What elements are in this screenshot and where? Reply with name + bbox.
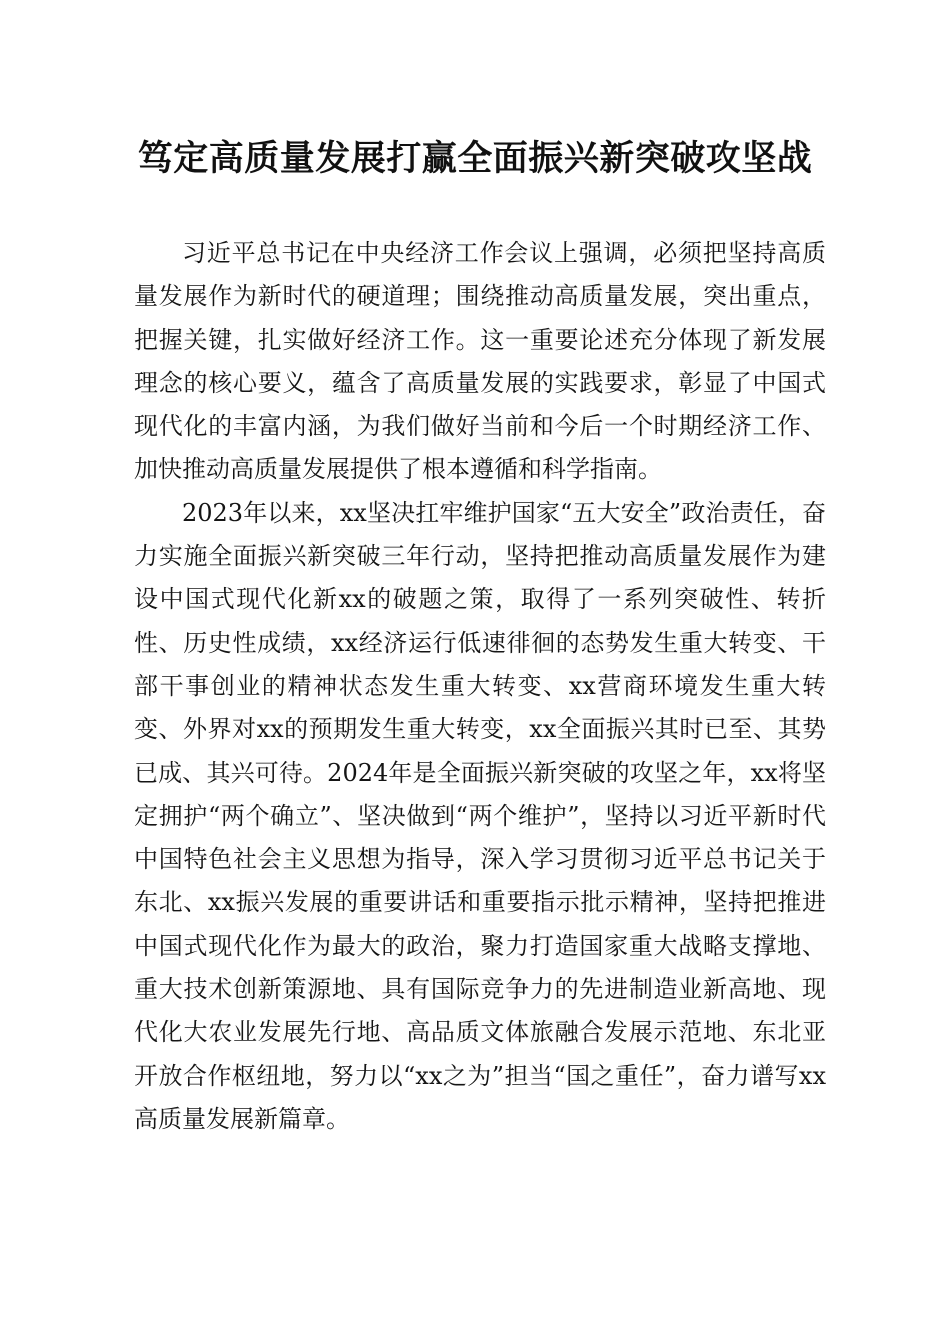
paragraph-1: 习近平总书记在中央经济工作会议上强调，必须把坚持高质量发展作为新时代的硬道理；围绕推动高质量发展，突出重点，把握关键，扎实做好经济工作。这一重要论述充分体现了新发展理念的核心要义，蕴含了高质量发展的实践要求，彰显了中国式现代化的丰富内涵，为我们做好当前和今后一个时期经济工作、加快推动高质量发展提供了根本遵循和科学指南。 — [134, 239, 826, 484]
document-body — [134, 232, 826, 1141]
paragraph-2: 2023年以来，xx坚决扛牢维护国家“五大安全”政治责任，奋力实施全面振兴新突破三年行动，坚持把推动高质量发展作为建设中国式现代化新xx的破题之策，取得了一系列突破性、转折性、历史性成绩，xx经济运行低速徘徊的态势发生重大转变、干部干事创业的精神状态发生重大转变、xx营商环境发生重大转变、外界对xx的预期发生重大转变，xx全面振兴其时已至、其势已成、其兴可待。2024年是全面振兴新突破的攻坚之年，xx将坚定拥护“两个确立”、坚决做到“两个维护”，坚持以习近平新时代中国特色社会主义思想为指导，深入学习贯彻习近平总书记关于东北、xx振兴发展的重要讲话和重要指示批示精神，坚持把推进中国式现代化作为最大的政治，聚力打造国家重大战略支撑地、重大技术创新策源地、具有国际竞争力的先进制造业新高地、现代化大农业发展先行地、高品质文体旅融合发展示范地、东北亚开放合作枢纽地，努力以“xx之为”担当“国之重任”，奋力谱写xx高质量发展新篇章。 — [134, 498, 826, 1133]
document-title: 笃定高质量发展打赢全面振兴新突破攻坚战 — [137, 138, 813, 179]
